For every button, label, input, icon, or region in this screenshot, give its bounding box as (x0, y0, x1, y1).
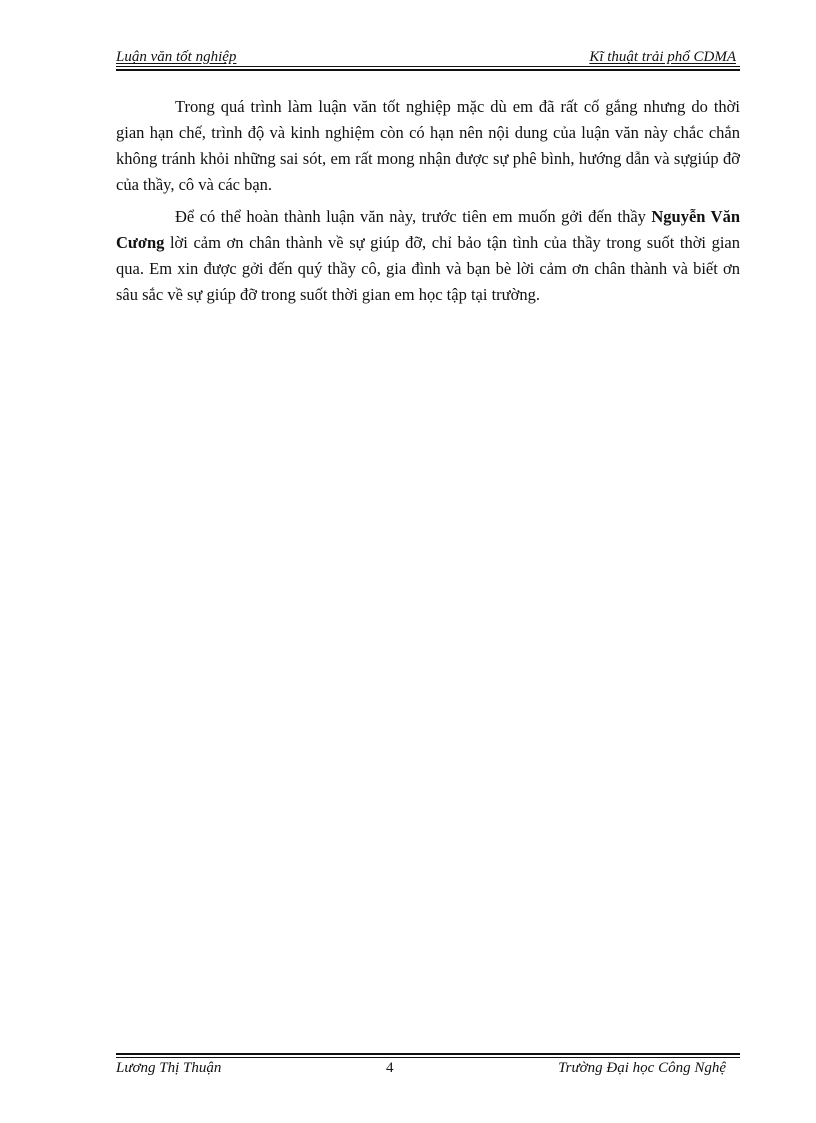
paragraph-2-rest: lời cảm ơn chân thành về sự giúp đỡ, chỉ bảo tận tình của thầy trong suốt thời gian qua. Em xin được gởi đến quý thầy cô, gia đình và bạn bè lời cảm ơn chân thành và biết ơn sâu sắc về sự giúp đỡ trong suốt thời gian em học tập tại trường. (116, 233, 740, 304)
footer-author: Lương Thị Thuận (116, 1060, 222, 1076)
page-number: 4 (386, 1060, 394, 1076)
paragraph-2-intro: Để có thể hoàn thành luận văn này, trước tiên em muốn gởi đến thầy (175, 207, 652, 226)
page-body (116, 94, 740, 314)
header-topic-label: Kĩ thuật trải phổ CDMA (589, 49, 736, 65)
footer-divider (116, 1053, 740, 1058)
page-footer (116, 1059, 740, 1079)
footer-school: Trường Đại học Công Nghệ (558, 1060, 726, 1076)
header-thesis-label: Luận văn tốt nghiệp (116, 49, 237, 65)
paragraph-1: Trong quá trình làm luận văn tốt nghiệp mặc dù em đã rất cố gắng nhưng do thời gian hạn chế, trình độ và kinh nghiệm còn có hạn nên nội dung của luận văn này chắc chắn không tránh khỏi những sai sót, em rất mong nhận được sự phê bình, hướng dẫn và sựgiúp đỡ của thầy, cô và các bạn. (116, 97, 740, 194)
paragraph-2 (116, 204, 740, 308)
header-divider (116, 66, 740, 71)
advisor-name: Nguyễn Văn Cương (116, 207, 741, 252)
